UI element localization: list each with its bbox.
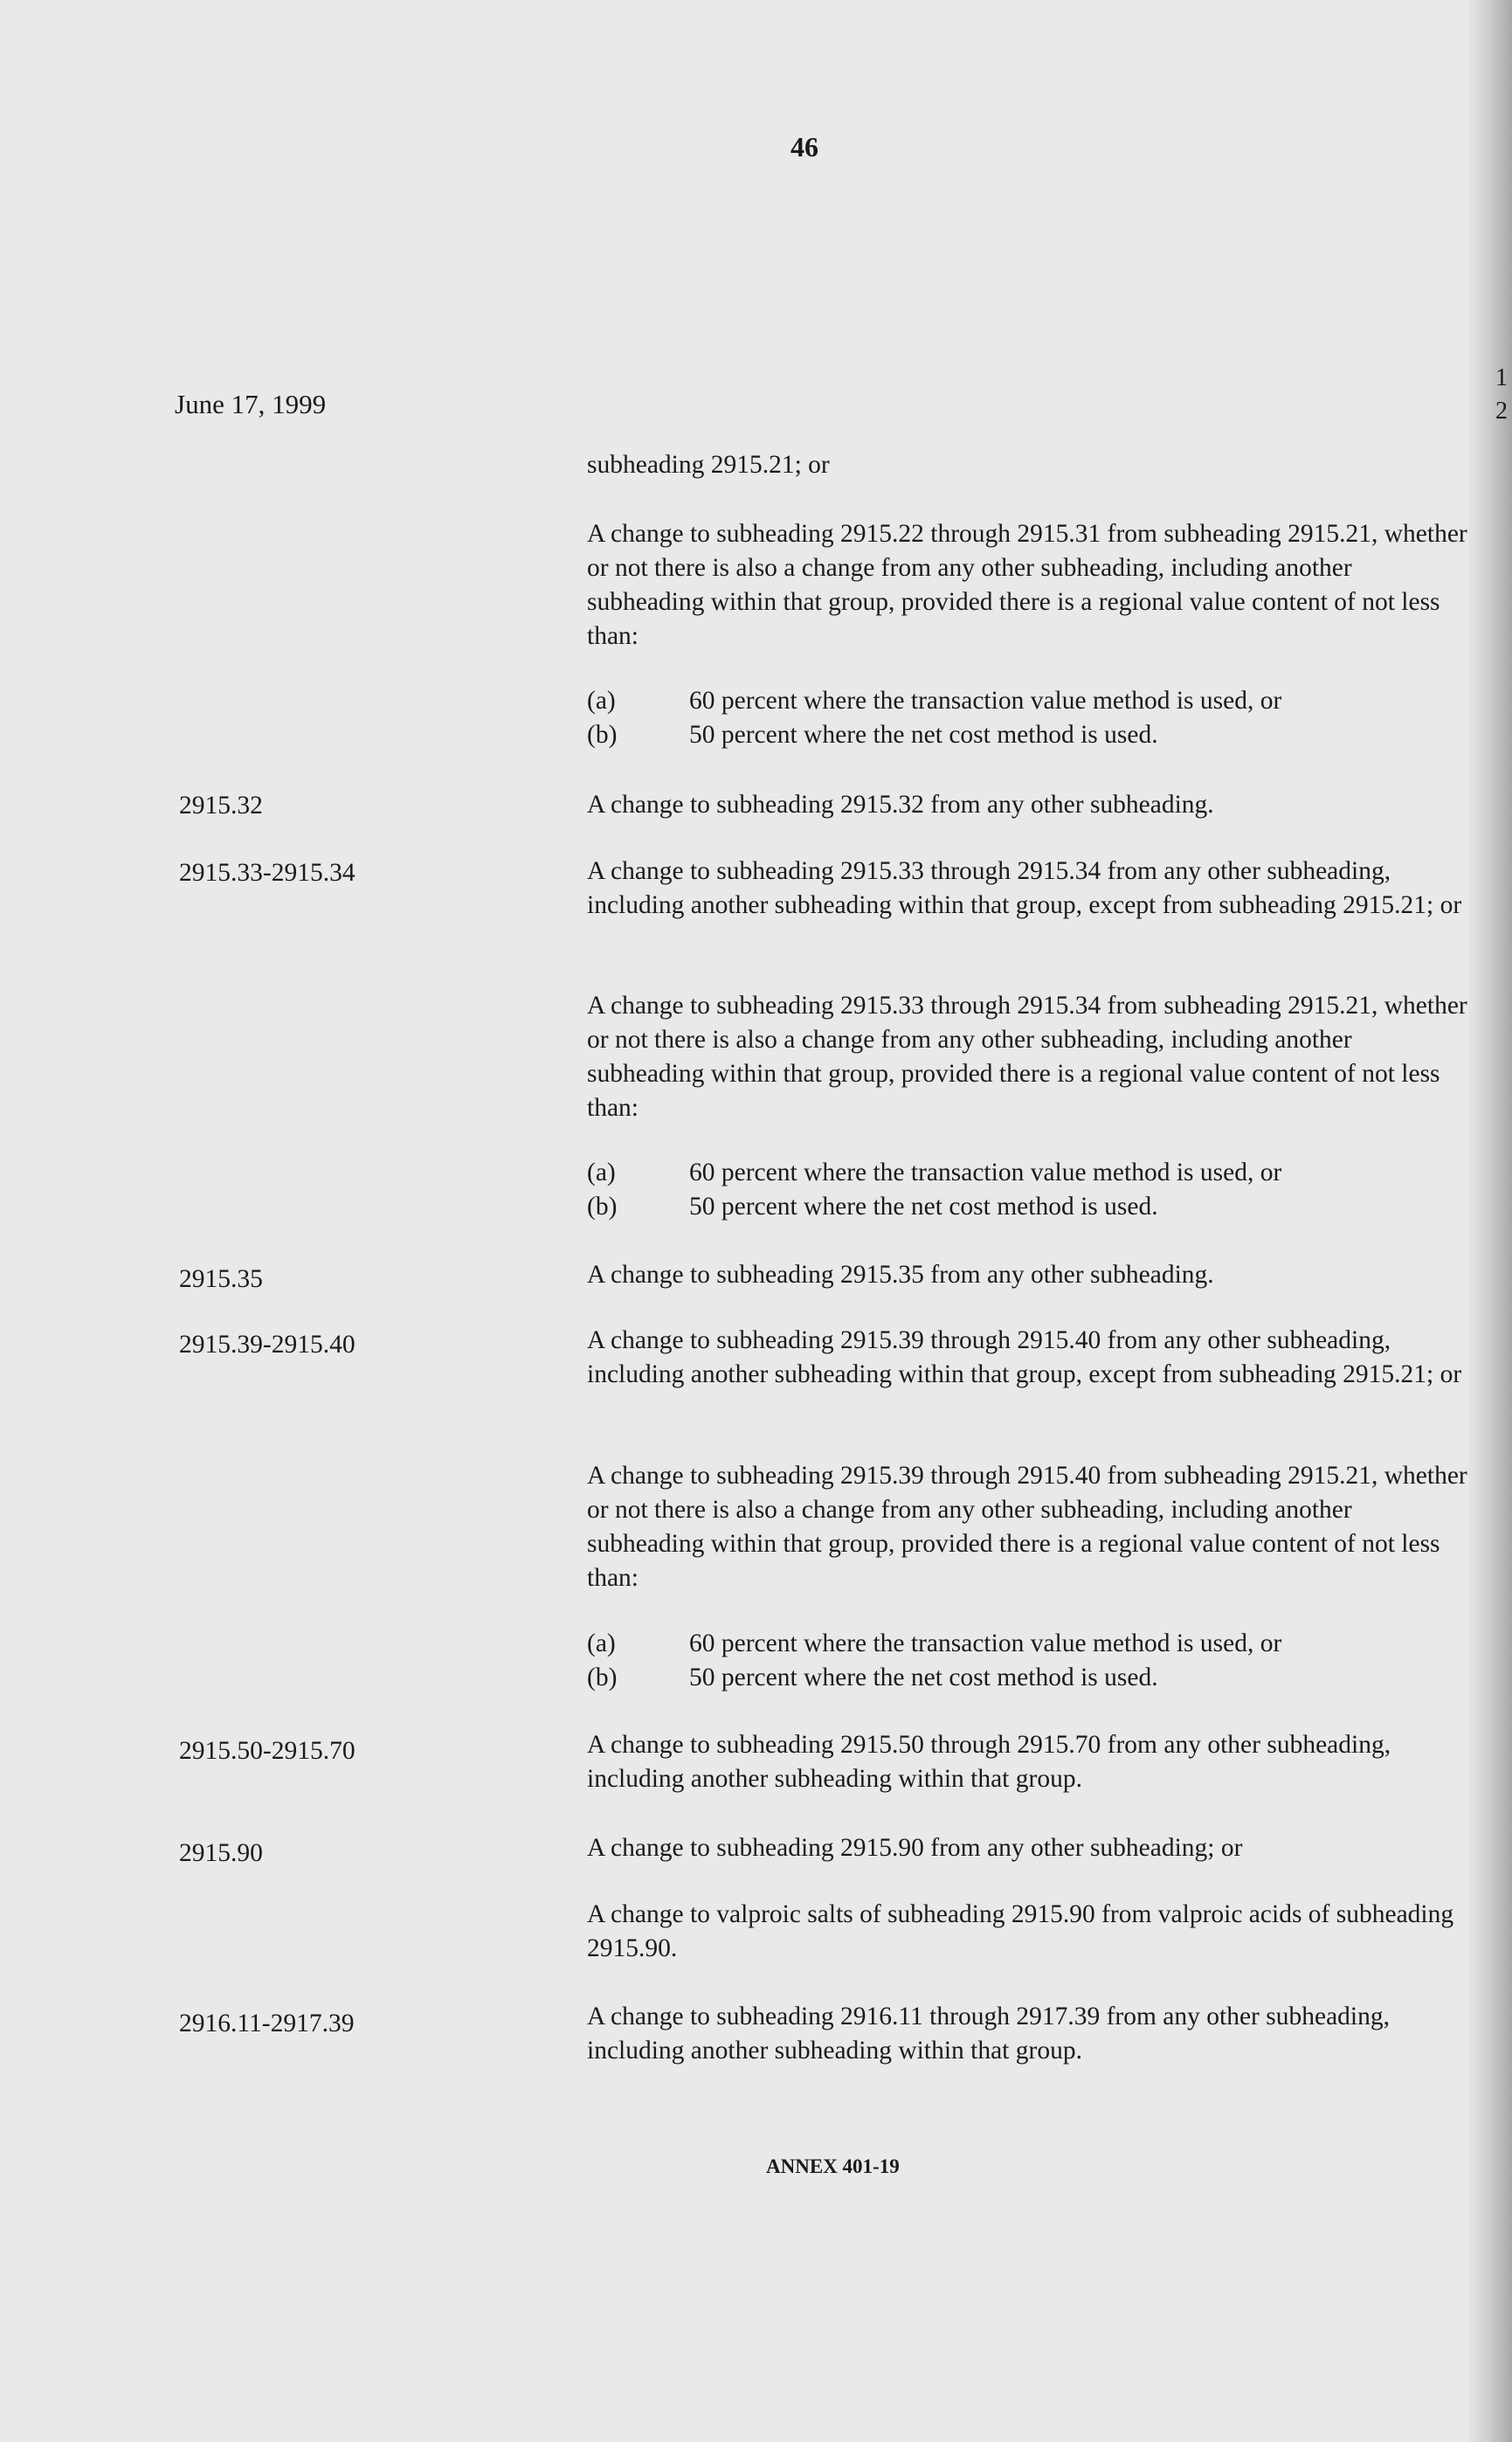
tariff-heading: 2915.32	[179, 792, 263, 820]
rule-text: A change to subheading 2915.22 through 2915.31 from subheading 2915.21, whether or not there is also a change from any other subheading, including another subheading within that group, provided there is a regional value content of not less than:	[587, 520, 1467, 650]
tariff-heading: 2915.50-2915.70	[179, 1737, 356, 1765]
rule-subitem	[587, 684, 1474, 718]
rule-text: A change to subheading 2915.35 from any other subheading.	[587, 1261, 1214, 1289]
rule-text: A change to subheading 2915.39 through 2915.40 from subheading 2915.21, whether or not there is also a change from any other subheading, including another subheading within that group, provided there is a regional value content of not less than:	[587, 1462, 1467, 1592]
rule-subitem	[587, 1190, 1474, 1224]
subitem-text: 60 percent where the transaction value method is used, or	[689, 687, 1282, 715]
tariff-heading: 2915.39-2915.40	[179, 1331, 356, 1359]
rule-text: A change to subheading 2915.39 through 2915.40 from any other subheading, including another subheading within that group, except from subheading 2915.21; or	[587, 1326, 1462, 1388]
rule-text: A change to subheading 2915.33 through 2915.34 from subheading 2915.21, whether or not there is also a change from any other subheading, including another subheading within that group, provided there is a regional value content of not less than:	[587, 992, 1467, 1122]
rule-subitem	[587, 1661, 1474, 1695]
subitem-text: 50 percent where the net cost method is used.	[689, 1193, 1158, 1221]
subitem-label: (b)	[587, 1664, 618, 1691]
rule-text: subheading 2915.21; or	[587, 451, 830, 479]
rule-subitem	[587, 1156, 1474, 1190]
margin-mark: 2	[1495, 398, 1508, 425]
tariff-heading: 2915.35	[179, 1265, 263, 1293]
tariff-heading: 2915.33-2915.34	[179, 859, 356, 887]
rule-text: A change to valproic salts of subheading 2915.90 from valproic acids of subheading 2915.90.	[587, 1900, 1454, 1962]
page-footer: ANNEX 401-19	[766, 2155, 900, 2177]
tariff-heading: 2915.90	[179, 1839, 263, 1867]
subitem-label: (a)	[587, 687, 616, 715]
rule-subitem	[587, 718, 1474, 752]
page-number: 46	[791, 131, 818, 163]
document-date: June 17, 1999	[175, 389, 327, 419]
tariff-heading: 2916.11-2917.39	[179, 2010, 355, 2037]
rule-text: A change to subheading 2916.11 through 2917.39 from any other subheading, including another subheading within that group.	[587, 2003, 1390, 2065]
subitem-text: 60 percent where the transaction value method is used, or	[689, 1159, 1282, 1186]
subitem-text: 50 percent where the net cost method is used.	[689, 1664, 1158, 1691]
subitem-label: (a)	[587, 1159, 616, 1186]
rule-text: A change to subheading 2915.50 through 2915.70 from any other subheading, including another subheading within that group.	[587, 1731, 1391, 1793]
margin-mark: 1	[1495, 364, 1508, 391]
rule-text: A change to subheading 2915.33 through 2915.34 from any other subheading, including another subheading within that group, except from subheading 2915.21; or	[587, 857, 1462, 919]
subitem-text: 60 percent where the transaction value method is used, or	[689, 1629, 1282, 1657]
rule-subitem	[587, 1627, 1474, 1661]
rule-text: A change to subheading 2915.90 from any other subheading; or	[587, 1834, 1243, 1862]
subitem-text: 50 percent where the net cost method is used.	[689, 721, 1158, 749]
subitem-label: (b)	[587, 1193, 618, 1221]
rule-text: A change to subheading 2915.32 from any other subheading.	[587, 791, 1214, 819]
subitem-label: (a)	[587, 1629, 616, 1657]
subitem-label: (b)	[587, 721, 618, 749]
